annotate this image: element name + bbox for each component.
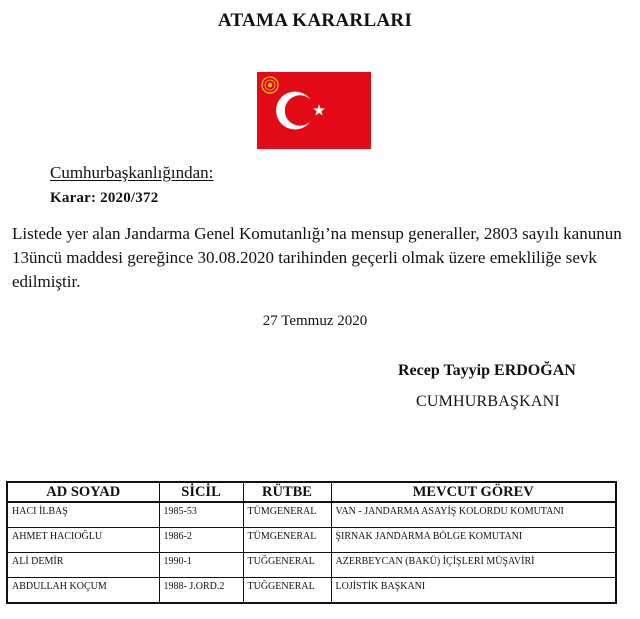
signer-name: Recep Tayyip ERDOĞAN xyxy=(398,362,576,379)
crescent-inner xyxy=(285,95,315,125)
decision-paragraph: Listede yer alan Jandarma Genel Komutanlığı’na mensup generaller, 2803 sayılı kanunun 13üncü maddesi gereğince 30.08.2020 tarihinden geçerli olmak üzere emekliliğe sevk edilmiştir. xyxy=(12,224,622,291)
issuing-office: Cumhurbaşkanlığından: xyxy=(50,163,214,182)
decision-number: Karar: 2020/372 xyxy=(50,190,159,206)
header-registry: SİCİL xyxy=(159,482,243,502)
header-rank: RÜTBE xyxy=(243,482,331,502)
header-name: AD SOYAD xyxy=(7,482,159,502)
table-row xyxy=(7,528,616,553)
cell-name: AHMET HACIOĞLU xyxy=(7,528,159,553)
cell-name: ALİ DEMİR xyxy=(7,553,159,578)
table-row xyxy=(7,578,616,604)
table-header-row xyxy=(7,482,616,502)
generals-table xyxy=(6,481,617,604)
cell-duty: AZERBEYCAN (BAKÜ) İÇİŞLERİ MÜŞAVİRİ xyxy=(331,553,616,578)
cell-rank: TUĞGENERAL xyxy=(243,578,331,604)
signer-title: CUMHURBAŞKANI xyxy=(416,393,560,410)
cell-rank: TUĞGENERAL xyxy=(243,553,331,578)
table-row xyxy=(7,502,616,528)
cell-name: ABDULLAH KOÇUM xyxy=(7,578,159,604)
turkish-flag xyxy=(257,72,371,149)
cell-rank: TÜMGENERAL xyxy=(243,528,331,553)
cell-duty: LOJİSTİK BAŞKANI xyxy=(331,578,616,604)
cell-registry: 1985-53 xyxy=(159,502,243,528)
cell-duty: VAN - JANDARMA ASAYİŞ KOLORDU KOMUTANI xyxy=(331,502,616,528)
cell-rank: TÜMGENERAL xyxy=(243,502,331,528)
cell-name: HACI İLBAŞ xyxy=(7,502,159,528)
cell-registry: 1988- J.ORD.2 xyxy=(159,578,243,604)
decision-date: 27 Temmuz 2020 xyxy=(262,313,368,329)
cell-registry: 1986-2 xyxy=(159,528,243,553)
document-title: ATAMA KARARLARI xyxy=(217,10,413,31)
table-row xyxy=(7,553,616,578)
cell-duty: ŞIRNAK JANDARMA BÖLGE KOMUTANI xyxy=(331,528,616,553)
cell-registry: 1990-1 xyxy=(159,553,243,578)
header-current-duty: MEVCUT GÖREV xyxy=(331,482,616,502)
